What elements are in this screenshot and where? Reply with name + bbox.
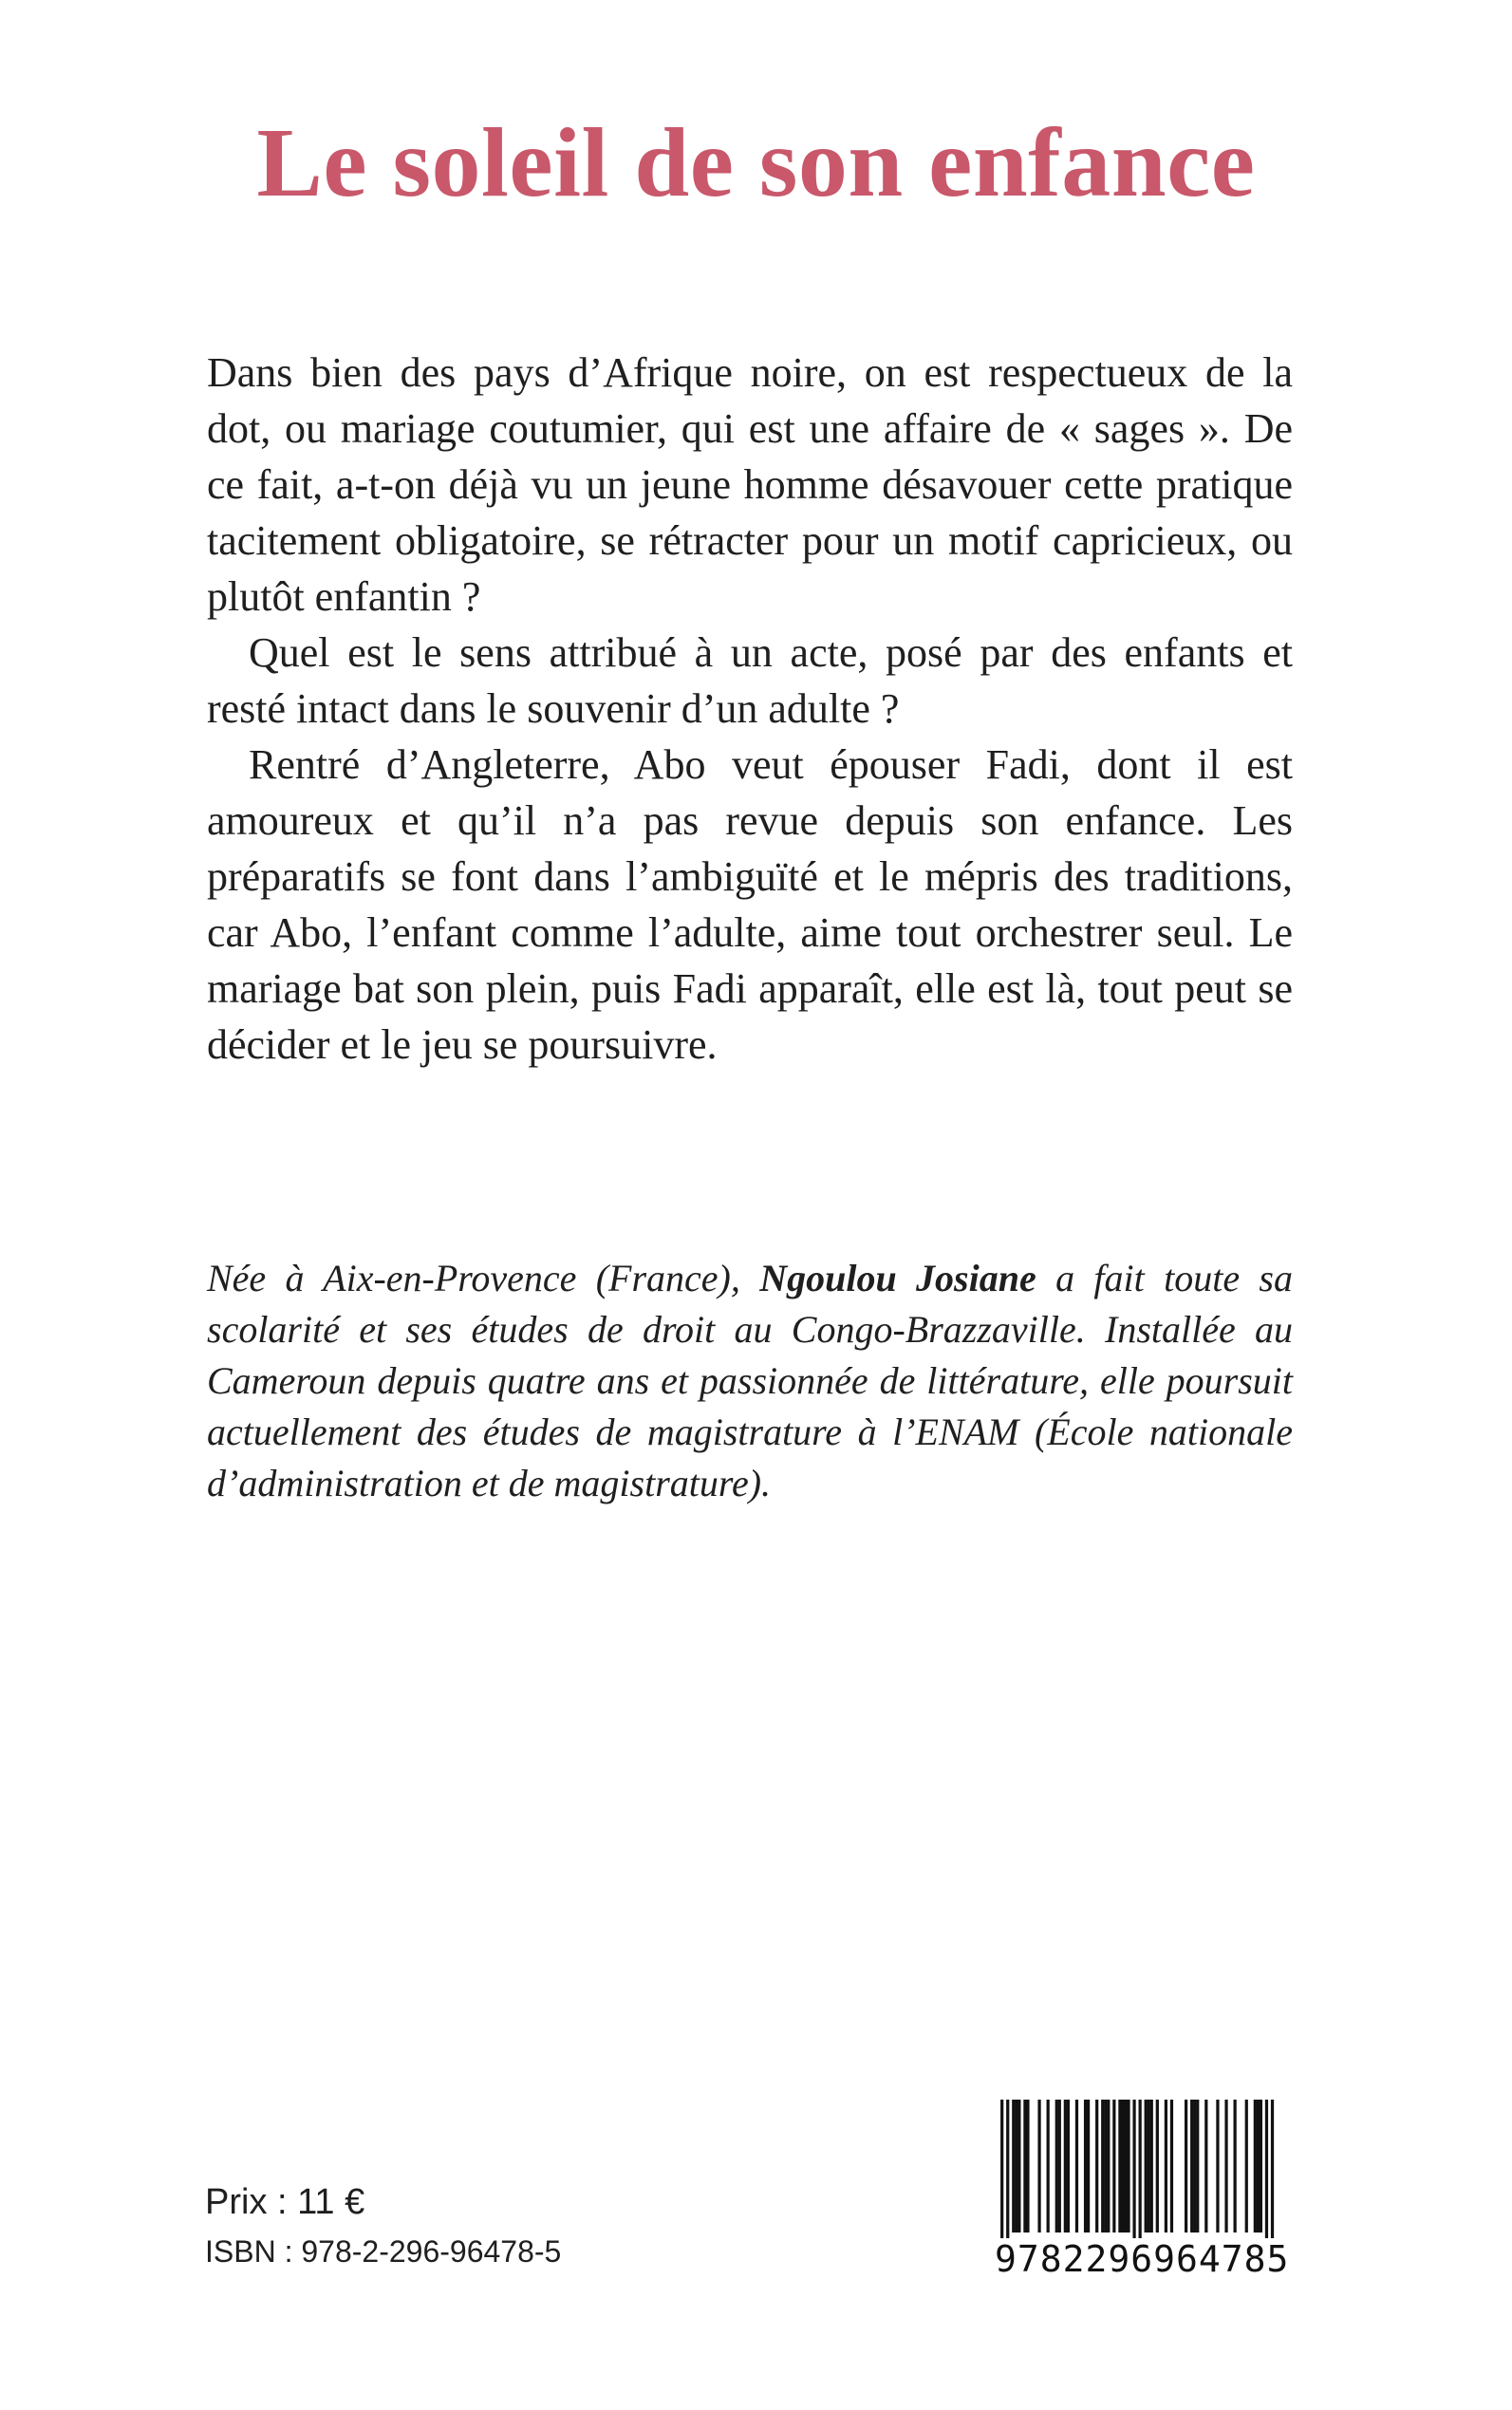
barcode-bar xyxy=(1132,2100,1135,2242)
barcode-bar xyxy=(1087,2100,1090,2233)
isbn-label: ISBN : 978-2-296-96478-5 xyxy=(205,2234,562,2269)
barcode-bar xyxy=(1224,2100,1227,2233)
blurb-paragraph: Quel est le sens attribué à un acte, posé par des enfants et resté intact dans le souvenir d’un adulte ? xyxy=(207,629,1293,732)
book-title: Le soleil de son enfance xyxy=(256,108,1256,217)
barcode-bar xyxy=(1000,2100,1003,2242)
barcode-bar xyxy=(1257,2100,1260,2233)
author-name: Ngoulou Josiane xyxy=(759,1257,1036,1299)
barcode-bar xyxy=(1055,2100,1058,2233)
barcode-bar xyxy=(1148,2100,1150,2233)
barcode-bar xyxy=(1234,2100,1237,2233)
barcode-bar xyxy=(1127,2100,1129,2233)
barcode-bar xyxy=(1064,2100,1067,2233)
barcode-bar xyxy=(1118,2100,1121,2233)
barcode-bar xyxy=(1012,2100,1015,2233)
barcode-bar xyxy=(1139,2100,1142,2242)
barcode-bar xyxy=(1084,2100,1087,2233)
barcode-bar xyxy=(1204,2100,1207,2233)
barcode-bar xyxy=(1121,2100,1124,2233)
barcode xyxy=(995,2100,1290,2289)
barcode-bar xyxy=(1145,2100,1148,2233)
author-bio xyxy=(207,1253,1293,1509)
barcode-bar xyxy=(1271,2100,1274,2242)
barcode-bar xyxy=(1104,2100,1107,2233)
barcode-bar xyxy=(1216,2100,1219,2233)
barcode-bar xyxy=(1112,2100,1115,2233)
barcode-bars-icon xyxy=(995,2100,1279,2242)
barcode-bar xyxy=(1015,2100,1017,2233)
price-label: Prix : 11 € xyxy=(205,2182,365,2222)
barcode-bar xyxy=(1150,2100,1153,2233)
barcode-bar xyxy=(1124,2100,1127,2233)
barcode-bar xyxy=(1196,2100,1199,2233)
barcode-bar xyxy=(1254,2100,1257,2233)
barcode-digits: 9782296964785 xyxy=(995,2238,1290,2280)
barcode-bar xyxy=(1265,2100,1268,2242)
barcode-bar xyxy=(1170,2100,1173,2233)
barcode-bar xyxy=(1023,2100,1026,2233)
barcode-bar xyxy=(1006,2100,1009,2242)
bio-rest: a fait toute sa scolarité et ses études de droit au Congo-Brazzaville. Installée au Cameroun depuis quatre ans et passionnée de littérature, elle poursuit actuellement des études de magistrature à l’ENAM (École nationale d’administration et de magistrature). xyxy=(207,1257,1293,1504)
barcode-bar xyxy=(1026,2100,1029,2233)
barcode-bar xyxy=(1190,2100,1193,2233)
barcode-bar xyxy=(1037,2100,1040,2233)
blurb-paragraph: Rentré d’Angleterre, Abo veut épouser Fadi, dont il est amoureux et qu’il n’a pas revue depuis son enfance. Les préparatifs se font dans l’ambiguïté et le mépris des traditions, car Abo, l’enfant comme l’adulte, aime tout orchestrer seul. Le mariage bat son plein, puis Fadi apparaît, elle est là, tout peut se décider et le jeu se poursuivre. xyxy=(207,741,1293,1068)
barcode-bar xyxy=(1165,2100,1167,2233)
bio-intro: Née à Aix-en-Provence (France), xyxy=(207,1257,760,1299)
barcode-bar xyxy=(1095,2100,1098,2233)
barcode-bar xyxy=(1185,2100,1187,2233)
barcode-bar xyxy=(1245,2100,1248,2233)
barcode-bar xyxy=(1017,2100,1020,2233)
barcode-bar xyxy=(1067,2100,1070,2233)
barcode-bar xyxy=(1156,2100,1159,2233)
barcode-bar xyxy=(1101,2100,1104,2233)
blurb-paragraph: Dans bien des pays d’Afrique noire, on est respectueux de la dot, ou mariage coutumier, qui est une affaire de « sages ». De ce fait, a-t-on déjà vu un jeune homme désavouer cette pratique tacitement obligatoire, se rétracter pour un motif capricieux, ou plutôt enfantin ? xyxy=(207,349,1293,620)
back-cover-blurb xyxy=(207,345,1293,1073)
barcode-bar xyxy=(1107,2100,1110,2233)
barcode-bar xyxy=(1058,2100,1061,2233)
barcode-bar xyxy=(1260,2100,1262,2233)
barcode-bar xyxy=(1193,2100,1196,2233)
barcode-bar xyxy=(1047,2100,1050,2233)
barcode-bar xyxy=(1075,2100,1078,2233)
